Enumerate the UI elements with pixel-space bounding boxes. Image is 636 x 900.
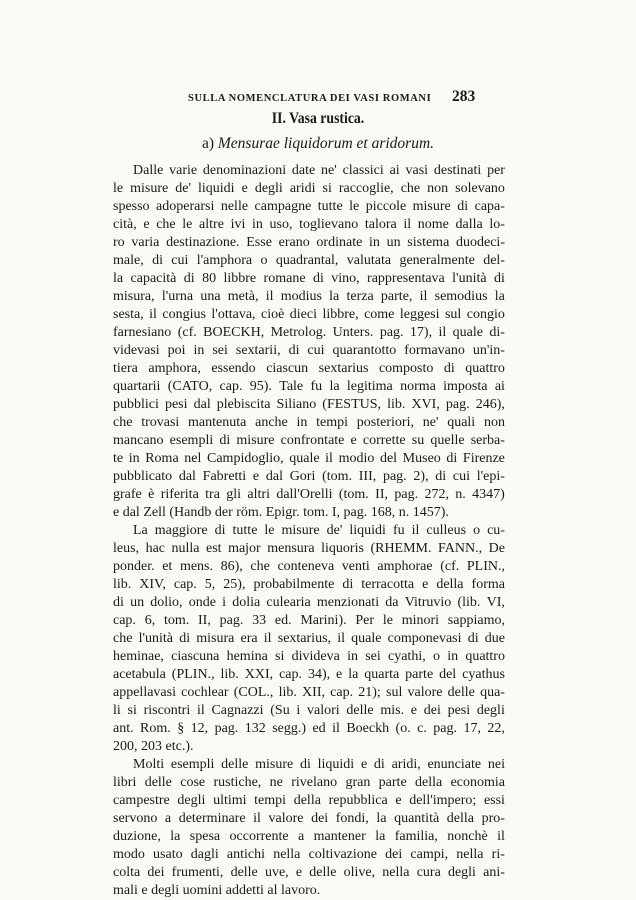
text-line: sesta, il congius l'ottava, cioè dieci libbre, come leggesi sul congio: [113, 307, 505, 322]
text-line: pubblicato dal Fabretti e dal Gori (tom. III, pag. 2), di cui l'epi-: [113, 469, 505, 484]
text-line: ponder. et mens. 86), che conteneva venti amphorae (cf. PLIN.,: [113, 559, 505, 574]
text-line: di un dolio, onde i dolia culearia menzionati da Vitruvio (lib. VI,: [113, 595, 505, 610]
text-line: le misure de' liquidi e degli aridi si raccoglie, che non solevano: [113, 181, 505, 196]
paragraph: [113, 162, 505, 522]
text-line: ant. Rom. § 12, pag. 132 segg.) ed il Boeckh (o. c. pag. 17, 22,: [113, 721, 505, 736]
text-line: li si riscontri il Cagnazzi (Su i valori delle mis. e dei pesi degli: [113, 703, 505, 718]
text-line: Dalle varie denominazioni date ne' classici ai vasi destinati per: [133, 163, 505, 178]
text-line: modo usato dagli antichi nella coltivazione dei campi, nella ri-: [113, 847, 505, 862]
text-line: duzione, la spesa occorrente a mantener la familia, nonchè il: [113, 829, 505, 844]
text-line: La maggiore di tutte le misure de' liquidi fu il culleus o cu-: [133, 523, 505, 538]
text-line: grafe è riferita tra gli altri dall'Orelli (tom. II, pag. 272, n. 4347): [113, 487, 505, 502]
text-line: heminae, ciascuna hemina si divideva in sei cyathi, o in quattro: [113, 649, 505, 664]
text-line: acetabula (PLIN., lib. XXI, cap. 34), e la quarta parte del cyathus: [113, 667, 505, 682]
text-line: 200, 203 etc.).: [113, 739, 194, 754]
text-line: che l'unità di misura era il sextarius, il quale componevasi di due: [113, 631, 505, 646]
text-line: lib. XIV, cap. 5, 25), probabilmente di terracotta e della forma: [113, 577, 505, 592]
text-line: cap. 6, tom. II, pag. 33 ed. Marini). Per le minori sappiamo,: [113, 613, 505, 628]
text-line: mancano esempli di misure confrontate e corrette su quelle serba-: [113, 433, 505, 448]
subsection-title: [0, 135, 636, 153]
text-line: farnesiano (cf. BOECKH, Metrolog. Unters. pag. 17), il quale di-: [113, 325, 505, 340]
text-line: e dal Zell (Handb der röm. Epigr. tom. I, pag. 168, n. 1457).: [113, 505, 449, 520]
text-line: libri delle cose rustiche, ne rivelano gran parte della economia: [113, 775, 505, 790]
text-line: Molti esempli delle misure di liquidi e di aridi, enunciate nei: [133, 757, 505, 772]
subsection-label: a): [201, 135, 215, 152]
text-line: te in Roma nel Campidoglio, quale il modio del Museo di Firenze: [113, 451, 505, 466]
text-line: campestre degli ultimi tempi della repubblica e dell'impero; essi: [113, 793, 505, 808]
text-line: appellavasi cochlear (COL., lib. XII, cap. 21); sul valore delle qua-: [113, 685, 505, 700]
text-line: videvasi poi in sei sextarii, di cui quarantotto formavano un'in-: [113, 343, 505, 358]
text-line: che trovasi mantenuta anche in tempi posteriori, ne' quali non: [113, 415, 505, 430]
text-line: mali e degli uomini addetti al lavoro.: [113, 883, 321, 898]
paragraph: [113, 756, 505, 900]
paragraph: [113, 522, 505, 756]
body-text: [113, 162, 505, 900]
text-line: spesso adoperarsi nelle campagne tutte le piccole misure di capa-: [113, 199, 505, 214]
text-line: leus, hac nulla est major mensura liquoris (RHEMM. FANN., De: [113, 541, 505, 556]
text-line: servono a determinare il valore dei fondi, la quantità della pro-: [113, 811, 505, 826]
text-line: colta dei frumenti, delle uve, e delle olive, nella cura degli ani-: [113, 865, 505, 880]
subsection-heading: Mensurae liquidorum et aridorum.: [217, 135, 435, 152]
section-title: II. Vasa rustica.: [271, 110, 365, 127]
text-line: misura, l'urna una metà, il modius la terza parte, il semodius la: [113, 289, 505, 304]
text-line: la capacità di 80 libbre romane di vino, rappresentava l'unità di: [113, 271, 505, 286]
text-line: pubblici pesi dal plebiscita Siliano (FESTUS, lib. XVI, pag. 246),: [113, 397, 505, 412]
page-number: 283: [452, 88, 476, 105]
running-head: SULLA NOMENCLATURA DEI VASI ROMANI: [188, 93, 432, 104]
text-line: quartarii (CATO, cap. 95). Tale fu la legitima norma imposta ai: [113, 379, 505, 394]
text-line: tiera amphora, essendo ciascun sextarius composto di quattro: [113, 361, 505, 376]
text-line: ro varia destinazione. Esse erano ordinate in un sistema duodeci-: [113, 235, 505, 250]
text-line: male, di cui l'amphora o quadrantal, valutata generalmente del-: [113, 253, 505, 268]
text-line: cità, e che le altre ivi in uso, toglievano talora il nome dalla lo-: [113, 217, 505, 232]
